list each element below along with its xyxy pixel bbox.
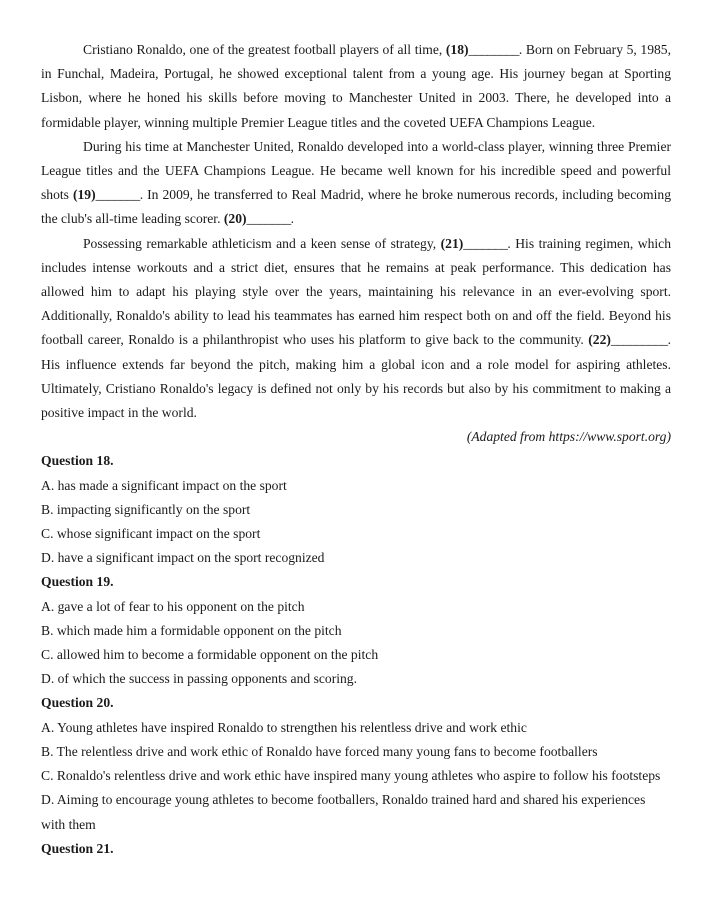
blank-number: (22) xyxy=(588,332,611,348)
passage-text: . Born on February 5, 1985, in Funchal, Madeira, Portugal, he showed exceptional talent from a young age. His journey began at Sporting Lisbon, where he honed his skills before moving to Manchester United in 2003. There, he developed into a formidable player, winning multiple Premier League titles and the coveted UEFA Champions League. xyxy=(41,42,671,130)
blank-line: _______ xyxy=(463,235,508,251)
answer-option-c[interactable]: C. allowed him to become a formidable opponent on the pitch xyxy=(41,647,379,663)
passage-text: . His training regimen, which includes intense workouts and a strict diet, ensures that he remains at peak performance. This dedication has allowed him to adapt his playing style over the years, maintaining his relevance in an ever-evolving sport. Additionally, Ronaldo's ability to lead his teammates has earned him respect both on and off the field. Beyond his football career, Ronaldo is a philanthropist who uses his platform to give back to the community. xyxy=(41,235,671,348)
blank-line: ________ xyxy=(468,42,519,57)
passage-text: Cristiano Ronaldo, one of the greatest football players of all time, xyxy=(83,42,446,57)
question-21 xyxy=(41,837,671,861)
blank-line: _______ xyxy=(246,211,291,227)
answer-option-b[interactable]: B. which made him a formidable opponent on the pitch xyxy=(41,622,342,638)
blank-number: (20) xyxy=(223,211,247,227)
blank-line: _________ xyxy=(610,332,668,348)
document-page xyxy=(41,38,671,861)
answer-option-b[interactable]: B. The relentless drive and work ethic of Ronaldo have forced many young fans to become footballers xyxy=(41,743,598,759)
passage-paragraph xyxy=(41,38,671,135)
passage-paragraph xyxy=(41,135,671,232)
blank-number: (21) xyxy=(440,235,464,251)
passage-text: Possessing remarkable athleticism and a keen sense of strategy, xyxy=(83,235,441,251)
answer-option-d[interactable]: D. of which the success in passing opponents and scoring. xyxy=(41,671,358,687)
passage-text: . His influence extends far beyond the pitch, making him a global icon and a role model for aspiring athletes. Ultimately, Cristiano Ronaldo's legacy is defined not only by his records but also by his commitment to making a positive impact in the world. xyxy=(41,332,671,421)
answer-option-d[interactable]: D. have a significant impact on the sport recognized xyxy=(41,550,325,566)
answer-option-c[interactable]: C. whose significant impact on the sport xyxy=(41,526,261,542)
question-20 xyxy=(41,691,671,836)
answer-option-a[interactable]: A. gave a lot of fear to his opponent on the pitch xyxy=(41,598,305,614)
passage-text: During his time at Manchester United, Ronaldo developed into a world-class player, winning three Premier League titles and the UEFA Champions League. He became well known for his incredible speed and powerful shots xyxy=(41,138,671,203)
blank-line: _______ xyxy=(95,187,140,203)
passage-source: (Adapted from https://www.sport.org) xyxy=(466,429,671,445)
answer-option-a[interactable]: A. has made a significant impact on the sport xyxy=(41,477,287,493)
answer-option-a[interactable]: A. Young athletes have inspired Ronaldo to strengthen his relentless drive and work ethic xyxy=(41,719,527,735)
blank-number: (19) xyxy=(72,187,96,203)
passage-text: . xyxy=(290,211,295,227)
passage-paragraph xyxy=(41,232,671,426)
reading-passage xyxy=(41,38,671,449)
question-title: Question 18. xyxy=(41,453,114,469)
answer-option-b[interactable]: B. impacting significantly on the sport xyxy=(41,501,251,517)
question-18 xyxy=(41,449,671,570)
answer-option-c[interactable]: C. Ronaldo's relentless drive and work ethic have inspired many young athletes who aspire to follow his footsteps xyxy=(41,768,661,784)
answer-option-d[interactable]: D. Aiming to encourage young athletes to become footballers, Ronaldo trained hard and shared his experiences with them xyxy=(41,792,646,832)
question-title: Question 20. xyxy=(41,695,114,711)
passage-text: . In 2009, he transferred to Real Madrid, where he broke numerous records, including becoming the club's all-time leading scorer. xyxy=(41,187,671,227)
question-title: Question 19. xyxy=(41,574,114,590)
question-19 xyxy=(41,570,671,691)
blank-number: (18) xyxy=(445,42,469,57)
question-title: Question 21. xyxy=(41,840,114,856)
